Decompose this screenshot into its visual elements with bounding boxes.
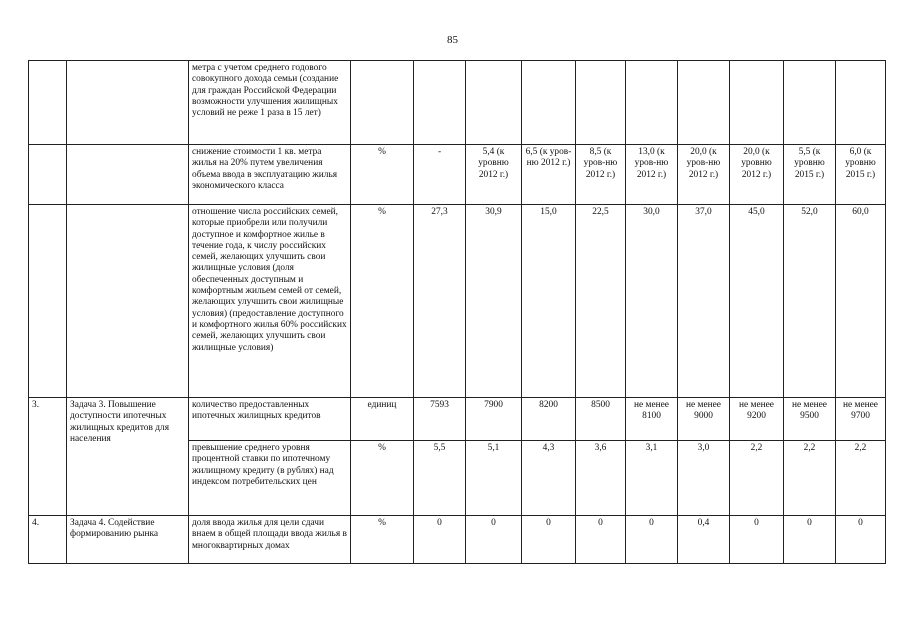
- value-cell: 37,0: [678, 205, 730, 398]
- value-cell: [576, 61, 626, 145]
- value-cell: 20,0 (к уровню 2012 г.): [730, 145, 784, 205]
- task-cell: [67, 205, 189, 398]
- value-cell: 7900: [466, 398, 522, 441]
- indicator-cell: метра с учетом среднего годового совокупного дохода семьи (создание для граждан Российской Федерации возможности улучшения жилищных условий не реже 1 раза в 15 лет): [189, 61, 351, 145]
- value-cell: [522, 61, 576, 145]
- row-number-cell: [29, 145, 67, 205]
- value-cell: 6,5 (к уров-ню 2012 г.): [522, 145, 576, 205]
- value-cell: 60,0: [836, 205, 886, 398]
- value-cell: не менее 9200: [730, 398, 784, 441]
- value-cell: 3,6: [576, 441, 626, 516]
- value-cell: 3,1: [626, 441, 678, 516]
- value-cell: 22,5: [576, 205, 626, 398]
- value-cell: 8200: [522, 398, 576, 441]
- value-cell: не менее 9700: [836, 398, 886, 441]
- unit-cell: %: [351, 516, 414, 564]
- value-cell: 7593: [414, 398, 466, 441]
- value-cell: 30,9: [466, 205, 522, 398]
- value-cell: не менее 9500: [784, 398, 836, 441]
- table-row: [29, 61, 886, 145]
- value-cell: 0: [466, 516, 522, 564]
- value-cell: 5,5 (к уровню 2015 г.): [784, 145, 836, 205]
- indicator-cell: отношение числа российских семей, которые приобрели или получили доступное и комфортное жилье в течение года, к числу российских семей, желающих улучшить свои жилищные условия (доля обеспеченных доступным и комфортным жильем семей от семей, желающих улучшить свои жилищные условия) (предоставление доступного и комфортного жилья 60% российских семей, желающих улучшить свои жилищные условия): [189, 205, 351, 398]
- value-cell: 0: [784, 516, 836, 564]
- unit-cell: [351, 61, 414, 145]
- value-cell: [466, 61, 522, 145]
- value-cell: 0: [836, 516, 886, 564]
- value-cell: 27,3: [414, 205, 466, 398]
- value-cell: не менее 8100: [626, 398, 678, 441]
- page-number: 85: [447, 34, 458, 46]
- task-cell: [67, 61, 189, 145]
- table-row: [29, 205, 886, 398]
- table-row: [29, 516, 886, 564]
- value-cell: 6,0 (к уровню 2015 г.): [836, 145, 886, 205]
- task-cell: [67, 145, 189, 205]
- value-cell: 5,5: [414, 441, 466, 516]
- value-cell: 2,2: [784, 441, 836, 516]
- table-row: [29, 145, 886, 205]
- indicator-cell: количество предоставленных ипотечных жилищных кредитов: [189, 398, 351, 441]
- row-number-cell: 4.: [29, 516, 67, 564]
- value-cell: 2,2: [836, 441, 886, 516]
- value-cell: не менее 9000: [678, 398, 730, 441]
- indicator-cell: превышение среднего уровня процентной ставки по ипотечному жилищному кредиту (в рублях) над индексом потребительских цен: [189, 441, 351, 516]
- value-cell: 2,2: [730, 441, 784, 516]
- value-cell: 13,0 (к уров-ню 2012 г.): [626, 145, 678, 205]
- value-cell: 0: [730, 516, 784, 564]
- value-cell: 0: [576, 516, 626, 564]
- unit-cell: %: [351, 145, 414, 205]
- row-number-cell: [29, 61, 67, 145]
- value-cell: 3,0: [678, 441, 730, 516]
- unit-cell: %: [351, 441, 414, 516]
- value-cell: -: [414, 145, 466, 205]
- unit-cell: единиц: [351, 398, 414, 441]
- value-cell: 15,0: [522, 205, 576, 398]
- value-cell: [836, 61, 886, 145]
- value-cell: [414, 61, 466, 145]
- row-number-cell: [29, 205, 67, 398]
- value-cell: 45,0: [730, 205, 784, 398]
- table-row: [29, 398, 886, 441]
- value-cell: 8,5 (к уров-ню 2012 г.): [576, 145, 626, 205]
- value-cell: 8500: [576, 398, 626, 441]
- indicator-cell: снижение стоимости 1 кв. метра жилья на 20% путем увеличения объема ввода в эксплуатацию жилья экономического класса: [189, 145, 351, 205]
- value-cell: 52,0: [784, 205, 836, 398]
- unit-cell: %: [351, 205, 414, 398]
- task-cell: Задача 3. Повышение доступности ипотечных жилищных кредитов для населения: [67, 398, 189, 516]
- value-cell: [678, 61, 730, 145]
- value-cell: 5,4 (к уровню 2012 г.): [466, 145, 522, 205]
- indicator-cell: доля ввода жилья для цели сдачи внаем в общей площади ввода жилья в многоквартирных домах: [189, 516, 351, 564]
- value-cell: [784, 61, 836, 145]
- value-cell: [626, 61, 678, 145]
- value-cell: 20,0 (к уров-ню 2012 г.): [678, 145, 730, 205]
- value-cell: 30,0: [626, 205, 678, 398]
- value-cell: 0: [522, 516, 576, 564]
- value-cell: [730, 61, 784, 145]
- value-cell: 0: [414, 516, 466, 564]
- row-number-cell: 3.: [29, 398, 67, 516]
- indicators-table: [28, 60, 886, 564]
- value-cell: 0: [626, 516, 678, 564]
- value-cell: 5,1: [466, 441, 522, 516]
- value-cell: 0,4: [678, 516, 730, 564]
- value-cell: 4,3: [522, 441, 576, 516]
- task-cell: Задача 4. Содействие формированию рынка: [67, 516, 189, 564]
